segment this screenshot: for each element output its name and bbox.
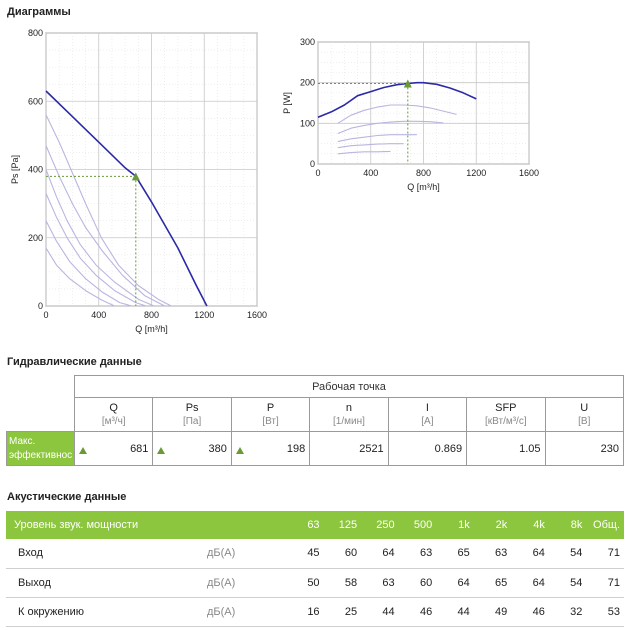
column-unit: [кВт/м³/с]	[485, 415, 527, 427]
charts-section-title: Диаграммы	[7, 6, 71, 18]
table-row	[6, 597, 624, 626]
band-header: 250	[361, 511, 399, 539]
band-header: 500	[399, 511, 437, 539]
band-value: 50	[286, 568, 324, 597]
row-label: Вход	[6, 539, 206, 568]
operating-point-triangle-icon	[79, 447, 87, 454]
hydraulic-table	[6, 375, 624, 466]
y-tick-label: 600	[27, 96, 43, 107]
column-unit: [В]	[578, 415, 591, 427]
x-tick-label: 1200	[194, 310, 215, 320]
x-tick-label: 1600	[246, 310, 268, 320]
value-text: 1.05	[519, 442, 541, 455]
value-text: 198	[286, 442, 306, 455]
band-value: 60	[324, 539, 362, 568]
band-value: 32	[549, 597, 587, 626]
band-value: 44	[436, 597, 474, 626]
x-axis-label: Q [m³/h]	[407, 182, 440, 192]
column-unit: [Па]	[182, 415, 202, 427]
x-tick-label: 0	[315, 168, 321, 178]
value-cell-p	[231, 432, 309, 466]
band-value: 71	[586, 539, 624, 568]
value-cell-q	[75, 432, 153, 466]
row-unit: дБ(A)	[206, 568, 286, 597]
band-value: 54	[549, 539, 587, 568]
y-tick-label: 800	[27, 28, 43, 38]
table-row	[6, 568, 624, 597]
value-cell-ps	[153, 432, 231, 466]
band-value: 49	[474, 597, 512, 626]
x-tick-label: 1600	[518, 168, 540, 178]
band-value: 63	[474, 539, 512, 568]
value-text: 0.869	[434, 442, 463, 455]
column-header-i	[388, 398, 466, 432]
x-tick-label: 800	[415, 168, 432, 178]
column-unit: [1/мин]	[333, 415, 365, 427]
band-value: 54	[549, 568, 587, 597]
value-cell-i	[388, 432, 466, 466]
band-value: 46	[399, 597, 437, 626]
column-name: I	[425, 401, 429, 414]
band-value: 63	[399, 539, 437, 568]
band-value: 44	[361, 597, 399, 626]
x-tick-label: 1200	[466, 168, 487, 178]
column-name: Ps	[185, 401, 199, 414]
acoustic-section-title: Акустические данные	[7, 491, 127, 503]
blank-cell	[7, 376, 75, 398]
column-unit: [м³/ч]	[101, 415, 126, 427]
y-tick-label: 0	[309, 159, 315, 169]
column-unit: [Вт]	[262, 415, 279, 427]
acoustic-header-label: Уровень звук. мощности	[6, 511, 286, 539]
table-row	[6, 539, 624, 568]
column-name: SFP	[495, 401, 517, 414]
band-header: 125	[324, 511, 362, 539]
column-header-q	[75, 398, 153, 432]
band-header: 63	[286, 511, 324, 539]
band-value: 46	[511, 597, 549, 626]
band-value: 64	[511, 568, 549, 597]
row-unit: дБ(A)	[206, 597, 286, 626]
band-value: 65	[474, 568, 512, 597]
column-name: U	[580, 401, 589, 414]
y-tick-label: 100	[299, 118, 315, 129]
band-value: 25	[324, 597, 362, 626]
band-value: 63	[361, 568, 399, 597]
acoustic-table	[6, 511, 624, 627]
value-text: 2521	[359, 442, 384, 455]
column-name: P	[266, 401, 275, 414]
band-value: 64	[436, 568, 474, 597]
row-label-max-efficiency	[7, 432, 75, 466]
row-label: К окружению	[6, 597, 206, 626]
y-tick-label: 200	[27, 232, 43, 243]
column-header-n	[310, 398, 388, 432]
row-label: Выход	[6, 568, 206, 597]
band-header: 1k	[436, 511, 474, 539]
band-header: Общ.	[586, 511, 624, 539]
x-tick-label: 400	[91, 310, 107, 320]
x-tick-label: 400	[363, 168, 379, 178]
band-value: 64	[511, 539, 549, 568]
row-label-line2: эффективнос	[9, 449, 73, 461]
x-tick-label: 0	[43, 310, 49, 320]
column-header-ps	[153, 398, 231, 432]
band-header: 2k	[474, 511, 512, 539]
column-header-u	[545, 398, 623, 432]
value-cell-u	[545, 432, 623, 466]
column-header-p	[231, 398, 309, 432]
operating-point-triangle-icon	[236, 447, 244, 454]
operating-point-header: Рабочая точка	[75, 376, 624, 398]
value-cell-n	[310, 432, 388, 466]
band-value: 71	[586, 568, 624, 597]
band-value: 60	[399, 568, 437, 597]
band-value: 45	[286, 539, 324, 568]
y-axis-label: P [W]	[282, 92, 292, 114]
y-axis-label: Ps [Pa]	[10, 154, 20, 185]
row-unit: дБ(A)	[206, 539, 286, 568]
column-name: n	[345, 401, 353, 414]
row-label-line1: Макс.	[9, 435, 36, 447]
y-tick-label: 400	[27, 164, 43, 175]
band-header: 4k	[511, 511, 549, 539]
column-unit: [A]	[421, 415, 434, 427]
x-tick-label: 800	[143, 310, 160, 320]
value-text: 230	[600, 442, 619, 455]
value-text: 681	[130, 442, 149, 455]
band-value: 64	[361, 539, 399, 568]
column-name: Q	[109, 401, 118, 414]
y-tick-label: 0	[37, 301, 43, 311]
value-text: 380	[208, 442, 227, 455]
blank-cell	[7, 398, 75, 432]
y-tick-label: 300	[299, 37, 315, 47]
hydraulic-section-title: Гидравлические данные	[7, 356, 142, 368]
value-cell-sfp	[467, 432, 545, 466]
operating-point-triangle-icon	[157, 447, 165, 454]
band-value: 58	[324, 568, 362, 597]
band-header: 8k	[549, 511, 587, 539]
x-axis-label: Q [m³/h]	[135, 324, 168, 334]
band-value: 65	[436, 539, 474, 568]
y-tick-label: 200	[299, 77, 315, 88]
band-value: 53	[586, 597, 624, 626]
band-value: 16	[286, 597, 324, 626]
column-header-sfp	[467, 398, 545, 432]
